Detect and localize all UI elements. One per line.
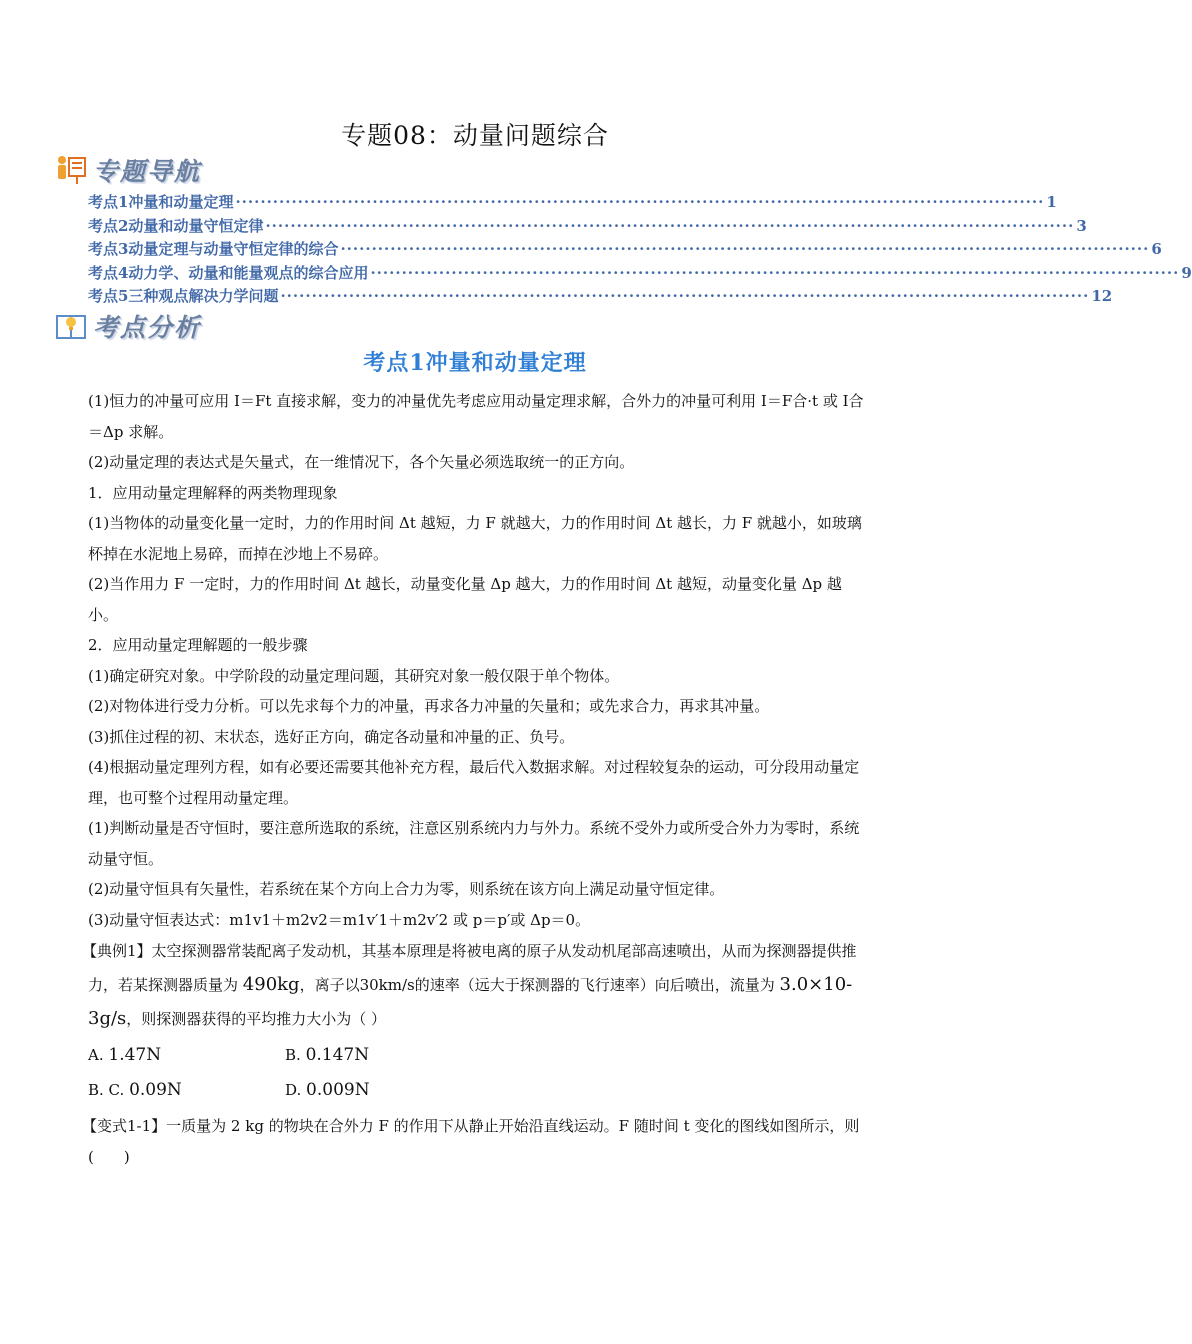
table-of-contents	[88, 191, 1192, 309]
option-b[interactable]: B. 0.147N	[285, 1045, 370, 1065]
analysis-banner-text: 考点分析	[93, 313, 202, 342]
toc-item[interactable]: 考点4动力学、动量和能量观点的综合应用 ·································································································································· 9	[88, 263, 1192, 282]
mass-value: 490kg	[242, 974, 300, 995]
toc-item-page: 12	[1091, 287, 1113, 305]
lightbulb-book-icon	[55, 310, 87, 342]
paragraph: 1．应用动量定理解释的两类物理现象	[88, 483, 338, 502]
toc-item-page: 9	[1181, 263, 1192, 282]
toc-item-page: 1	[1046, 193, 1057, 211]
paragraph: (2)对物体进行受力分析。可以先求每个力的冲量，再求各力冲量的矢量和；或先求合力，再求其冲量。	[88, 697, 770, 715]
toc-item-page: 6	[1151, 240, 1162, 258]
toc-item[interactable]: 考点2动量和动量守恒定律 ·································································································································· 3	[88, 216, 1087, 235]
flow-value: 3.0×10-3g/s	[88, 974, 853, 1029]
paragraph: (1)确定研究对象。中学阶段的动量定理问题，其研究对象一般仅限于单个物体。	[88, 666, 620, 685]
toc-item-label: 考点5三种观点解决力学问题	[88, 287, 279, 305]
paragraph: (1)判断动量是否守恒时，要注意所选取的系统，注意区别系统内力与外力。系统不受外力或所受合外力为零时，系统动量守恒。	[88, 819, 860, 868]
content-body	[82, 386, 868, 1172]
section-title: 考点1冲量和动量定理	[363, 350, 587, 376]
paragraph: (1)当物体的动量变化量一定时，力的作用时间 Δt 越短，力 F 就越大，力的作用时间 Δt 越长，力 F 就越小，如玻璃杯掉在水泥地上易碎，而掉在沙地上不易碎。	[88, 514, 862, 563]
options-row	[88, 1040, 868, 1071]
nav-banner	[55, 150, 201, 190]
paragraph: (2)动量守恒具有矢量性，若系统在某个方向上合力为零，则系统在该方向上满足动量守恒定律。	[88, 880, 725, 898]
toc-item-page: 3	[1076, 216, 1087, 235]
paragraph: (3)抓住过程的初、末状态，选好正方向，确定各动量和冲量的正、负号。	[88, 727, 575, 746]
page-title: 专题08：动量问题综合	[341, 121, 609, 150]
variant-tag: 【变式1-1】	[82, 1117, 167, 1135]
person-board-icon	[55, 154, 87, 186]
paragraph: (1)恒力的冲量可应用 I＝Ft 直接求解，变力的冲量优先考虑应用动量定理求解，合外力的冲量可利用 I＝F合·t 或 I合＝Δp 求解。	[88, 392, 864, 441]
example-tag: 【典例1】	[82, 942, 152, 960]
option-d[interactable]: D. 0.009N	[285, 1079, 370, 1100]
options-row	[88, 1075, 868, 1106]
nav-banner-text: 专题导航	[93, 157, 202, 186]
paragraph: (3)动量守恒表达式：m1v1＋m2v2＝m1v′1＋m2v′2 或 p＝p′或 Δp＝0。	[88, 910, 591, 929]
example-question: 【典例1】太空探测器常装配离子发动机，其基本原理是将被电离的原子从发动机尾部高速喷出，从而为探测器提供推力，若某探测器质量为 490kg，离子以30km/s的速率（远大于探测器的飞行速率）向后喷出，流量为 3.0×10-3g/s，则探测器获得的平均推力大小为（ ）	[82, 942, 857, 1029]
toc-item[interactable]: 考点3动量定理与动量守恒定律的综合 ·································································································································· 6	[88, 240, 1162, 258]
toc-item[interactable]: 考点1冲量和动量定理 ·································································································································· 1	[88, 193, 1057, 211]
paragraph: (2)动量定理的表达式是矢量式，在一维情况下，各个矢量必须选取统一的正方向。	[88, 453, 635, 471]
paragraph: (2)当作用力 F 一定时，力的作用时间 Δt 越长，动量变化量 Δp 越大，力的作用时间 Δt 越短，动量变化量 Δp 越小。	[88, 575, 842, 624]
option-a[interactable]: A. 1.47N	[88, 1045, 162, 1065]
toc-item-label: 考点3动量定理与动量守恒定律的综合	[88, 240, 339, 258]
toc-item[interactable]: 考点5三种观点解决力学问题 ·································································································································· 12	[88, 287, 1113, 305]
option-c[interactable]: B. C. 0.09N	[88, 1079, 182, 1100]
variant-question: 【变式1-1】一质量为 2 kg 的物块在合外力 F 的作用下从静止开始沿直线运动。F 随时间 t 变化的图线如图所示，则( )	[82, 1117, 860, 1166]
toc-item-label: 考点4动力学、动量和能量观点的综合应用	[88, 263, 369, 282]
paragraph: (4)根据动量定理列方程，如有必要还需要其他补充方程，最后代入数据求解。对过程较复杂的运动，可分段用动量定理，也可整个过程用动量定理。	[88, 758, 860, 807]
toc-item-label: 考点1冲量和动量定理	[88, 193, 234, 211]
paragraph: 2．应用动量定理解题的一般步骤	[88, 636, 308, 654]
analysis-banner	[55, 306, 201, 346]
toc-item-label: 考点2动量和动量守恒定律	[88, 216, 264, 235]
